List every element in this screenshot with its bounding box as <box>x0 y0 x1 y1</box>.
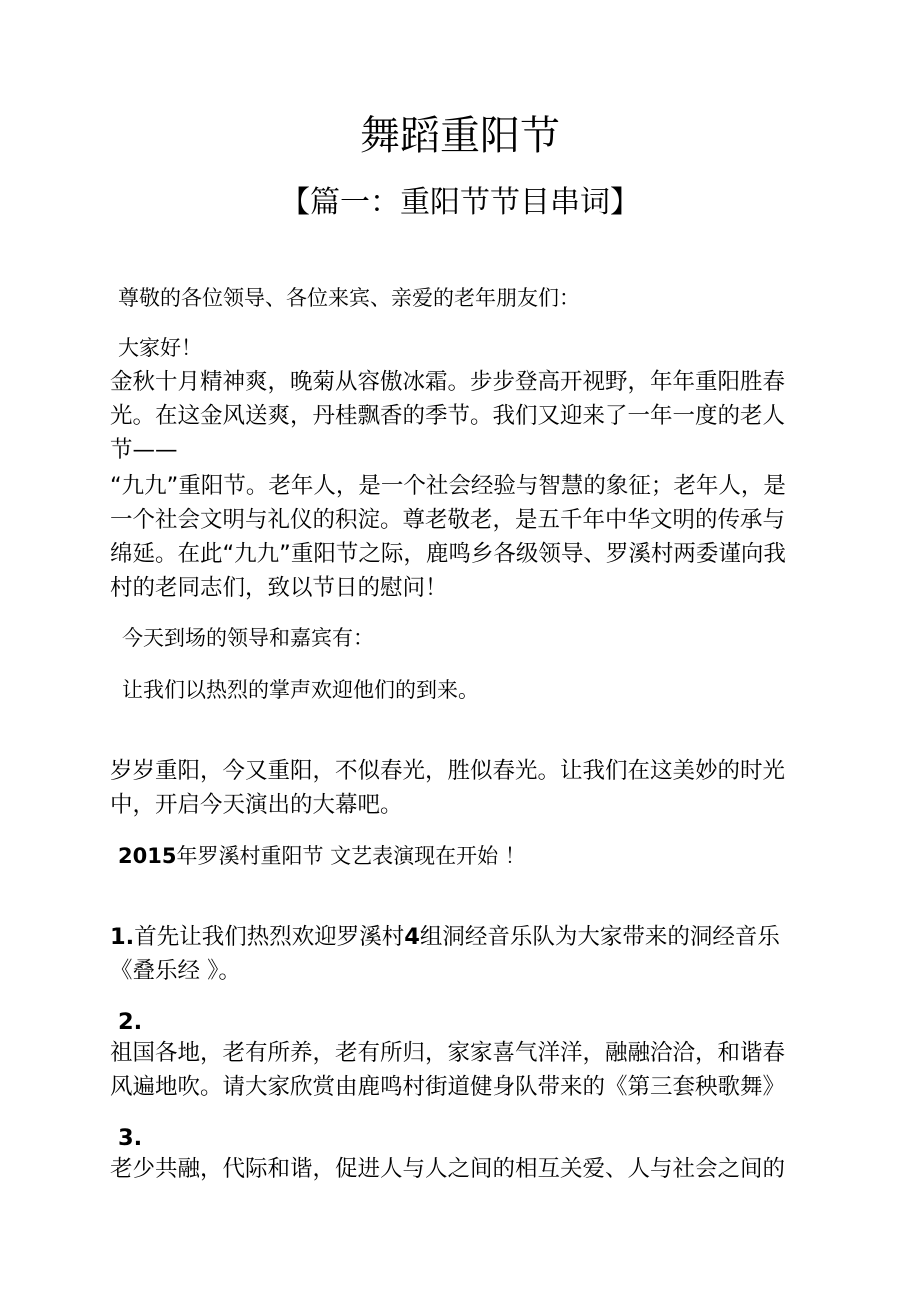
item-3-paragraph <box>110 1152 810 1186</box>
item-1-number: 1. <box>110 924 135 950</box>
suisui-line: 中，开启今天演出的大幕吧。 <box>110 792 403 818</box>
item-2-number: 2. <box>118 1009 143 1035</box>
jiujiu-line: 一个社会文明与礼仪的积淀。尊老敬老，是五千年中华文明的传承与 <box>110 507 786 533</box>
intro-paragraph <box>110 365 810 467</box>
document-subtitle: 【篇一：重阳节节目串词】 <box>280 185 640 220</box>
start-year: 2015 <box>118 844 177 868</box>
guests-paragraph: 今天到场的领导和嘉宾有： <box>122 626 374 650</box>
intro-line: 节—— <box>110 437 178 463</box>
start-announcement <box>118 839 818 873</box>
item-3-number: 3. <box>118 1125 143 1151</box>
item-1-line: 《叠乐经 》。 <box>110 958 241 984</box>
item-2-line: 风遍地吹。请大家欣赏由鹿鸣村街道健身队带来的《第三套秧歌舞》 <box>110 1074 786 1100</box>
intro-line: 金秋十月精神爽，晚菊从容傲冰霜。步步登高开视野，年年重阳胜春 <box>110 369 786 395</box>
item-1-text-a: 首先让我们热烈欢迎罗溪村 <box>134 924 405 950</box>
jiujiu-line: “九九”重阳节。老年人，是一个社会经验与智慧的象征；老年人，是 <box>110 473 786 499</box>
item-2-line: 祖国各地，老有所养，老有所归，家家喜气洋洋，融融洽洽，和谐春 <box>110 1040 786 1066</box>
item-1-group: 4 <box>404 924 420 950</box>
item-1-line <box>110 920 810 954</box>
hello-paragraph: 大家好！ <box>118 336 202 360</box>
item-3-line: 老少共融，代际和谐，促进人与人之间的相互关爱、人与社会之间的 <box>110 1156 786 1182</box>
applause-paragraph: 让我们以热烈的掌声欢迎他们的到来。 <box>122 678 479 702</box>
jiujiu-line: 村的老同志们，致以节日的慰问！ <box>110 575 448 601</box>
item-1-text-b: 组洞经音乐队为大家带来的洞经音乐 <box>419 924 780 950</box>
document-title: 舞蹈重阳节 <box>360 113 560 159</box>
item-2-paragraph <box>110 1036 810 1104</box>
greeting-paragraph: 尊敬的各位领导、各位来宾、亲爱的老年朋友们： <box>118 286 580 310</box>
start-text: 年罗溪村重阳节 文艺表演现在开始 ！ <box>176 844 526 868</box>
suisui-line: 岁岁重阳，今又重阳，不似春光，胜似春光。让我们在这美妙的时光 <box>110 758 786 784</box>
item-1-paragraph <box>110 920 810 988</box>
intro-line: 光。在这金风送爽，丹桂飘香的季节。我们又迎来了一年一度的老人 <box>110 403 786 429</box>
jiujiu-line: 绵延。在此“九九”重阳节之际，鹿鸣乡各级领导、罗溪村两委谨向我 <box>110 541 786 567</box>
suisui-paragraph <box>110 754 810 822</box>
jiujiu-paragraph <box>110 469 810 605</box>
